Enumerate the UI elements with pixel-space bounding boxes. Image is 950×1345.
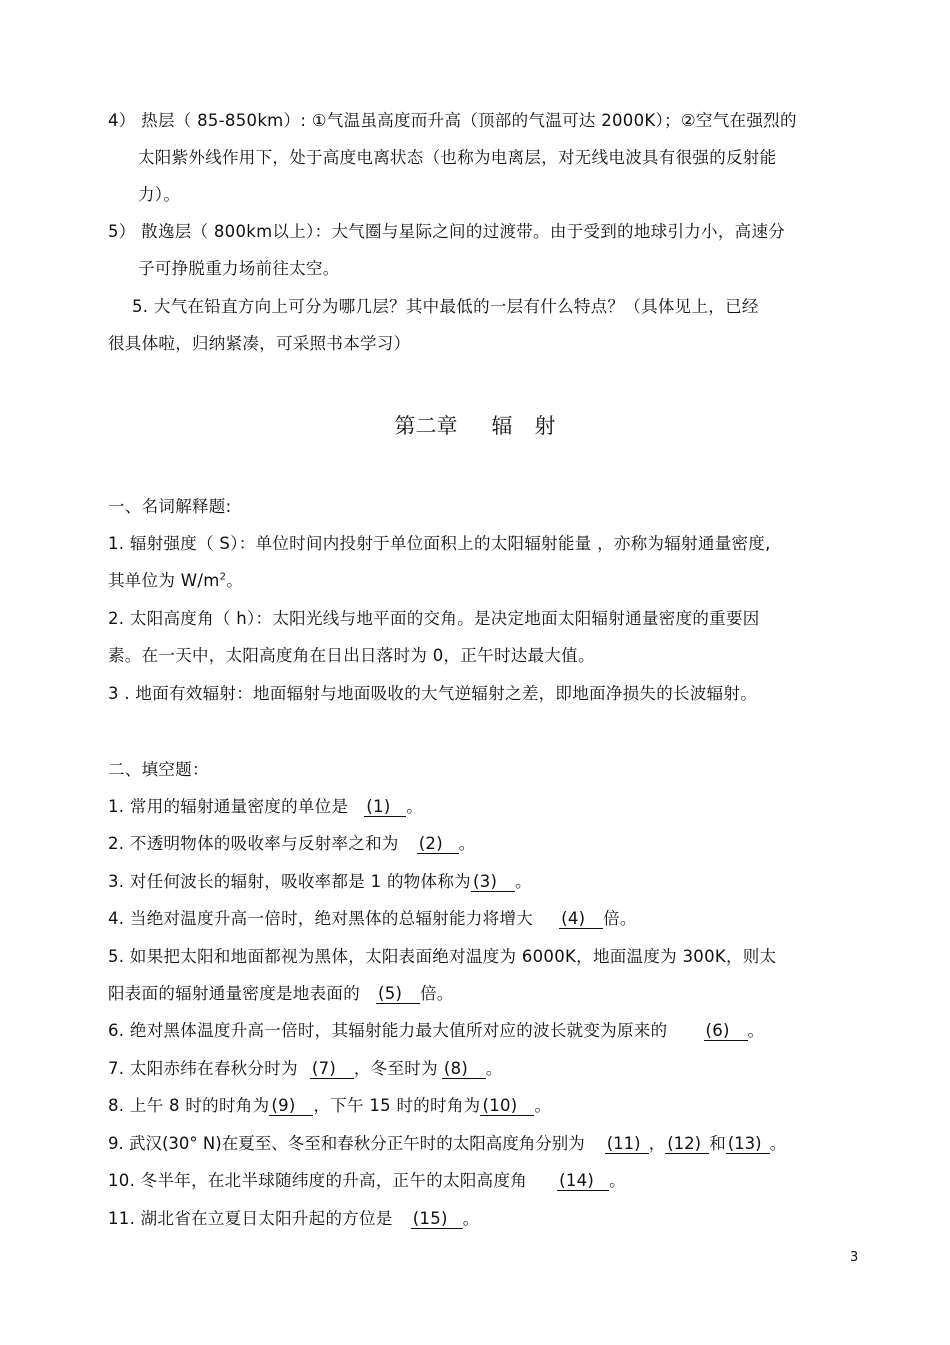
fill-q5-end: 倍。 [420, 984, 454, 1003]
fill-q6-blank: (6) [704, 1022, 748, 1041]
fill-q7-end: 。 [485, 1059, 503, 1078]
fill-q9-sep: ， [648, 1134, 666, 1153]
item-4-line-2: 太阳紫外线作用下，处于高度电离状态（也称为电离层，对无线电波具有很强的反射能 [138, 148, 777, 167]
fill-q6-end: 。 [747, 1021, 765, 1040]
fill-q8-blank-1: (9) [269, 1097, 313, 1116]
fill-q9-blank-2: (12) [665, 1135, 709, 1154]
item-4-line-3: 力）。 [138, 185, 181, 204]
term-2-line-1: 2. 太阳高度角（ h）：太阳光线与地平面的交角。是决定地面太阳辐射通量密度的重要因 [108, 609, 760, 628]
term-1-line-2 [108, 570, 243, 592]
fill-q10-blank: (14) [557, 1172, 609, 1191]
fill-q10-end: 。 [609, 1171, 626, 1190]
fill-q8-text: 8. 上午 8 时的时角为 [108, 1096, 270, 1115]
fill-q7-blank-2: (8) [442, 1060, 486, 1079]
chapter-title [0, 412, 950, 440]
fill-question-4 [108, 908, 637, 930]
item-4-line-1: 4） 热层（ 85-850km）: ①气温虽高度而升高（顶部的气温可达 2000K）；②空气在强烈的 [108, 111, 797, 130]
fill-q11-end: 。 [462, 1209, 480, 1228]
fill-question-3 [108, 871, 532, 893]
fill-q3-text: 3. 对任何波长的辐射，吸收率都是 1 的物体称为 [108, 872, 471, 891]
fill-question-10 [108, 1170, 626, 1192]
term-1-end: 。 [226, 571, 244, 590]
term-1-unit-exponent: 2 [219, 571, 227, 583]
fill-question-5-line-1: 5. 如果把太阳和地面都视为黑体，太阳表面绝对温度为 6000K，地面温度为 300K，则太 [108, 947, 777, 966]
fill-q9-blank-3: (13) [726, 1135, 770, 1154]
fill-q4-text: 4. 当绝对温度升高一倍时，绝对黑体的总辐射能力将增大 [108, 909, 534, 928]
fill-q4-blank: (4) [559, 910, 603, 929]
fill-q2-blank: (2) [417, 835, 459, 854]
question-5-line-1: 5. 大气在铅直方向上可分为哪几层？其中最低的一层有什么特点？（具体见上，已经 [132, 297, 759, 316]
fill-q2-end: 。 [458, 834, 476, 853]
fill-q8-blank-2: (10) [480, 1097, 534, 1116]
terms-heading: 一、名词解释题: [108, 497, 232, 516]
chapter-title-part2: 辐 [491, 414, 513, 438]
fill-question-8 [108, 1095, 551, 1117]
chapter-title-part3: 射 [534, 414, 556, 438]
fill-q1-text: 1. 常用的辐射通量密度的单位是 [108, 797, 349, 816]
term-3: 3 . 地面有效辐射：地面辐射与地面吸收的大气逆辐射之差，即地面净损失的长波辐射。 [108, 684, 758, 703]
fill-q9-text: 9. 武汉(30° N)在夏至、冬至和春秋分正午时的太阳高度角分别为 [108, 1134, 585, 1153]
fill-question-5-line-2 [108, 983, 454, 1005]
term-1-unit: 其单位为 W/m [108, 571, 220, 590]
fill-q7-mid: ，冬至时为 [353, 1059, 438, 1078]
fill-heading: 二、填空题： [108, 760, 209, 779]
fill-q5-blank: (5) [376, 985, 420, 1004]
term-1-line-1: 1. 辐射强度（ S）：单位时间内投射于单位面积上的太阳辐射能量 ，亦称为辐射通量密度, [108, 534, 771, 553]
item-5-line-2: 子可挣脱重力场前往太空。 [138, 259, 340, 278]
fill-q11-text: 11. 湖北省在立夏日太阳升起的方位是 [108, 1209, 393, 1228]
fill-q9-mid: 和 [709, 1134, 726, 1153]
term-2-line-2: 素。在一天中，太阳高度角在日出日落时为 0，正午时达最大值。 [108, 646, 595, 665]
fill-q7-blank-1: (7) [310, 1060, 354, 1079]
fill-question-1 [108, 796, 423, 818]
fill-q1-end: 。 [406, 797, 424, 816]
item-5-line-1: 5） 散逸层（ 800km以上）：大气圈与星际之间的过渡带。由于受到的地球引力小，高速分 [108, 222, 786, 241]
page-number: 3 [850, 1250, 859, 1265]
chapter-title-part1: 第二章 [394, 414, 458, 438]
fill-q8-mid: ，下午 15 时的时角为 [313, 1096, 481, 1115]
fill-q2-text: 2. 不透明物体的吸收率与反射率之和为 [108, 834, 399, 853]
fill-q3-end: 。 [514, 872, 532, 891]
fill-q10-text: 10. 冬半年，在北半球随纬度的升高，正午的太阳高度角 [108, 1171, 528, 1190]
question-5-line-2: 很具体啦，归纳紧凑，可采照书本学习） [108, 334, 411, 353]
fill-question-7 [108, 1058, 503, 1080]
fill-q11-blank: (15) [411, 1210, 463, 1229]
fill-q4-end: 倍。 [603, 909, 637, 928]
fill-q7-text: 7. 太阳赤纬在春秋分时为 [108, 1059, 298, 1078]
fill-q9-end: 。 [769, 1134, 787, 1153]
fill-q8-end: 。 [534, 1096, 552, 1115]
fill-q1-blank: (1) [364, 798, 406, 817]
fill-question-9 [108, 1133, 786, 1155]
fill-q5-text: 阳表面的辐射通量密度是地表面的 [108, 984, 360, 1003]
fill-q6-text: 6. 绝对黑体温度升高一倍时，其辐射能力最大值所对应的波长就变为原来的 [108, 1021, 668, 1040]
fill-q9-blank-1: (11) [605, 1135, 649, 1154]
fill-question-2 [108, 833, 476, 855]
fill-q3-blank: (3) [471, 873, 515, 892]
fill-question-6 [108, 1020, 764, 1042]
fill-question-11 [108, 1208, 480, 1230]
